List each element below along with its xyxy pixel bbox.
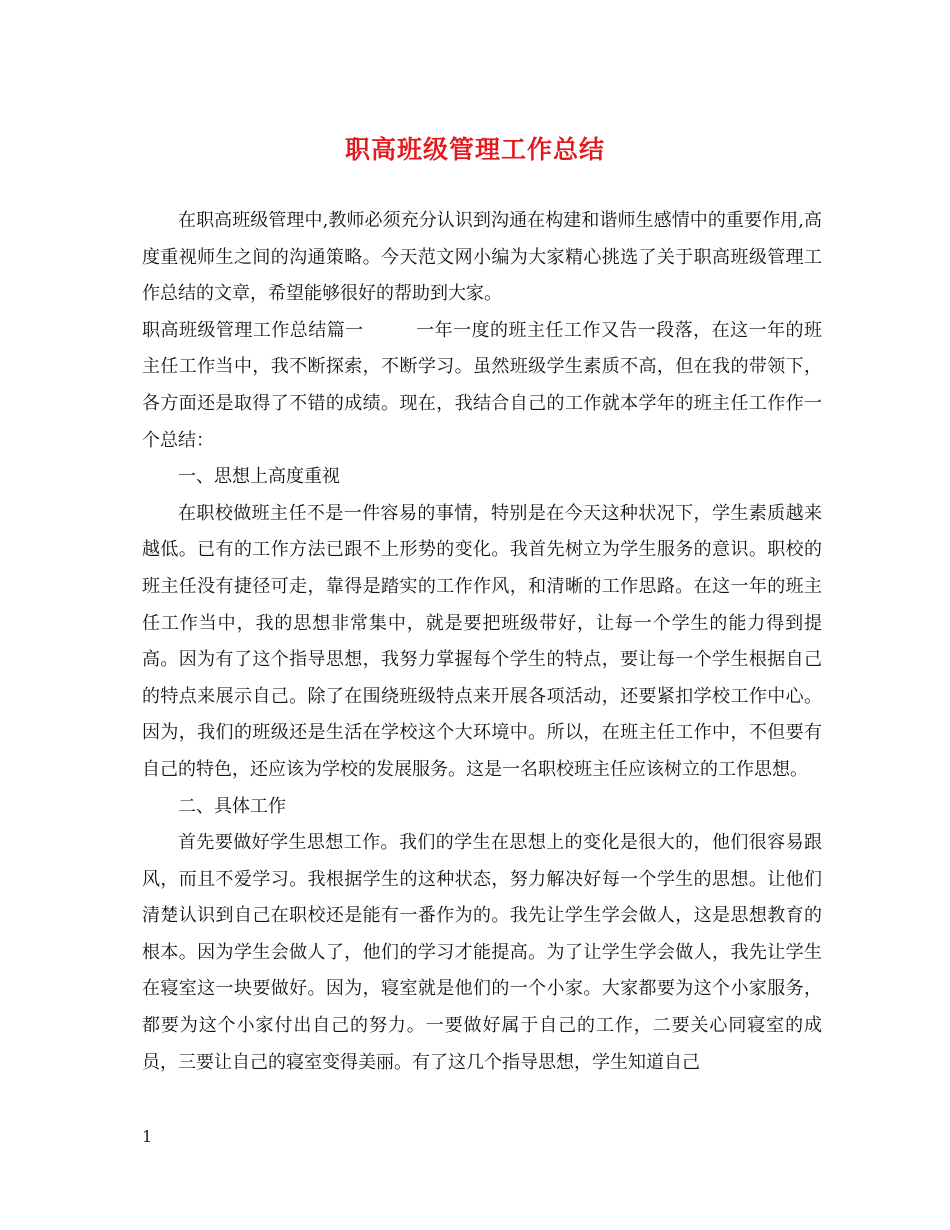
section-one-paragraph bbox=[142, 313, 822, 459]
document-body bbox=[142, 203, 822, 1081]
section-label: 职高班级管理工作总结篇一 bbox=[142, 319, 364, 341]
page-number: 1 bbox=[142, 1127, 153, 1146]
thought-paragraph: 在职校做班主任不是一件容易的事情，特别是在今天这种状况下，学生素质越来越低。已有的工作方法已跟不上形势的变化。我首先树立为学生服务的意识。职校的班主任没有捷径可走，靠得是踏实的工作作风，和清晰的工作思路。在这一年的班主任工作当中，我的思想非常集中，就是要把班级带好，让每一个学生的能力得到提高。因为有了这个指导思想，我努力掌握每个学生的特点，要让每一个学生根据自己的特点来展示自己。除了在围绕班级特点来开展各项活动，还要紧扣学校工作中心。因为，我们的班级还是生活在学校这个大环境中。所以，在班主任工作中，不但要有自己的特色，还应该为学校的发展服务。这是一名职校班主任应该树立的工作思想。 bbox=[142, 502, 822, 780]
heading-specific-work: 二、具体工作 bbox=[178, 795, 286, 817]
specific-work-paragraph: 首先要做好学生思想工作。我们的学生在思想上的变化是很大的，他们很容易跟风，而且不爱学习。我根据学生的这种状态，努力解决好每一个学生的思想。让他们清楚认识到自己在职校还是能有一番作为的。我先让学生学会做人，这是思想教育的根本。因为学生会做人了，他们的学习才能提高。为了让学生学会做人，我先让学生在寝室这一块要做好。因为，寝室就是他们的一个小家。大家都要为这个小家服务，都要为这个小家付出自己的努力。一要做好属于自己的工作，二要关心同寝室的成员，三要让自己的寝室变得美丽。有了这几个指导思想，学生知道自己 bbox=[142, 832, 822, 1073]
intro-paragraph: 在职高班级管理中,教师必须充分认识到沟通在构建和谐师生感情中的重要作用,高度重视师生之间的沟通策略。今天范文网小编为大家精心挑选了关于职高班级管理工作总结的文章，希望能够很好的帮助到大家。 bbox=[142, 210, 822, 305]
document-title: 职高班级管理工作总结 bbox=[344, 135, 605, 164]
heading-thought: 一、思想上高度重视 bbox=[178, 466, 340, 488]
section-lead-text: 一年一度的班主任工作又告一段落，在这一年的班主任工作当中，我不断探索，不断学习。虽然班级学生素质不高，但在我的带领下，各方面还是取得了不错的成绩。现在，我结合自己的工作就本学年的班主任工作作一个总结： bbox=[142, 319, 823, 451]
